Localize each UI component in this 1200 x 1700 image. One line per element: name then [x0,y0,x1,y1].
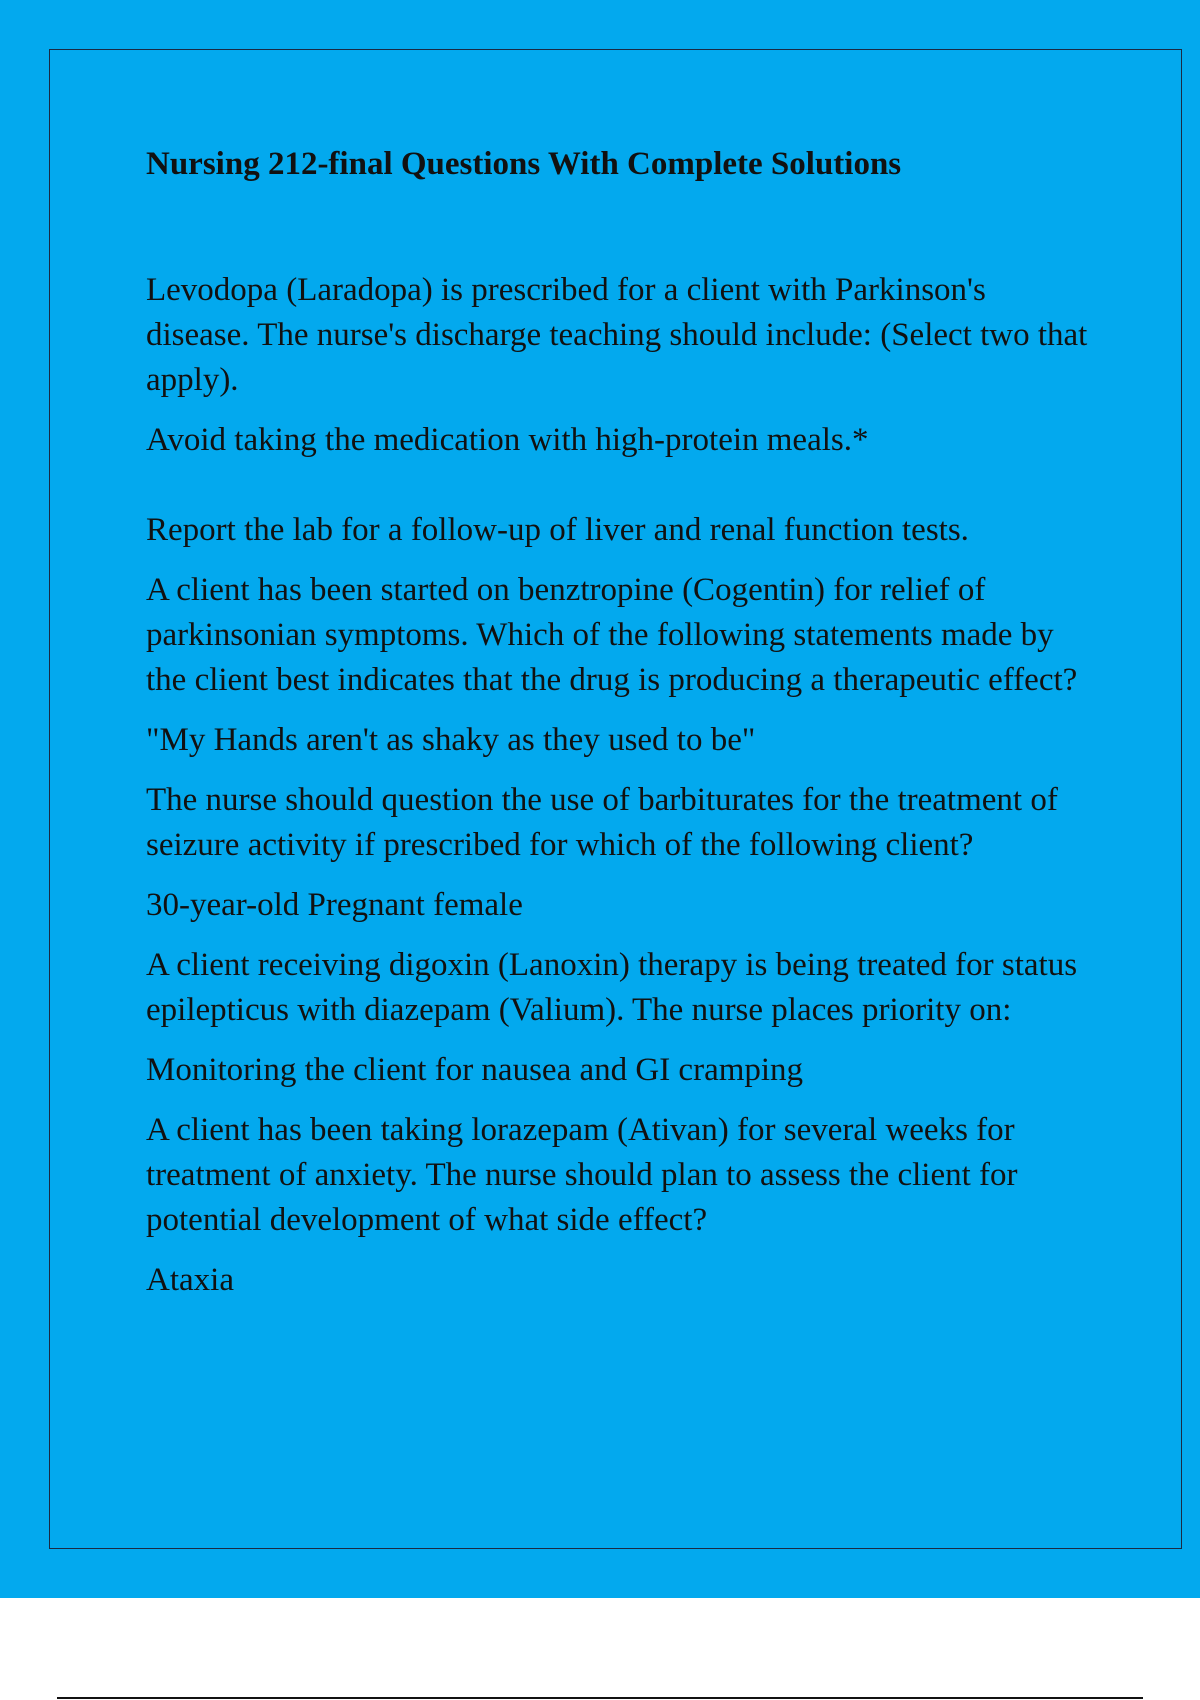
footer-divider [57,1697,1143,1699]
answer-3: 30-year-old Pregnant female [146,887,523,923]
document-content [146,142,1096,1318]
answer-1a: Avoid taking the medication with high-protein meals.* [146,422,869,458]
question-4: A client receiving digoxin (Lanoxin) therapy is being treated for status epilepticus with diazepam (Valium). The nurse places priority on: [146,947,1078,1028]
answer-4: Monitoring the client for nausea and GI cramping [146,1052,804,1088]
question-1: Levodopa (Laradopa) is prescribed for a client with Parkinson's disease. The nurse's discharge teaching should include: (Select two that apply). [146,272,1088,398]
answer-2: "My Hands aren't as shaky as they used to be" [146,722,756,758]
qa-list [146,268,1096,1303]
answer-5: Ataxia [146,1262,234,1298]
question-3: The nurse should question the use of barbiturates for the treatment of seizure activity if prescribed for which of the following client? [146,782,1058,863]
question-5: A client has been taking lorazepam (Ativan) for several weeks for treatment of anxiety. The nurse should plan to assess the client for potential development of what side effect? [146,1112,1018,1238]
question-2: A client has been started on benztropine (Cogentin) for relief of parkinsonian symptoms. Which of the following statements made by the client best indicates that the drug is producing a therapeutic effect? [146,572,1078,698]
document-title: Nursing 212-final Questions With Complete Solutions [146,146,902,182]
answer-1b: Report the lab for a follow-up of liver and renal function tests. [146,512,969,548]
